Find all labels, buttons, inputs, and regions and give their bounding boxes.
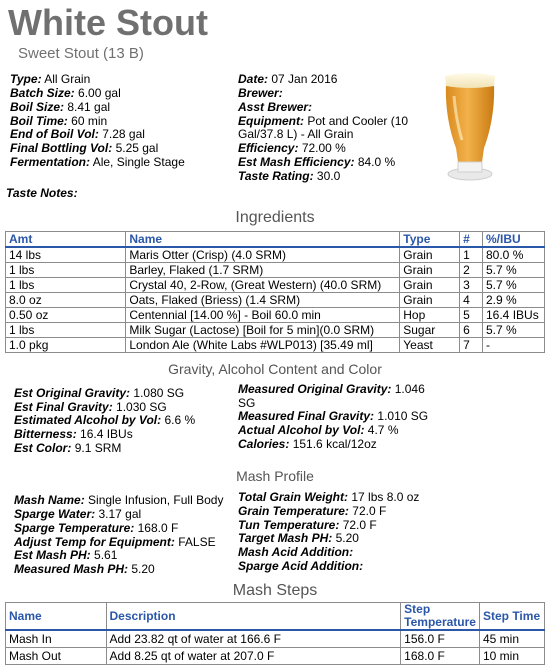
field-value: 17 lbs 8.0 oz [351, 490, 420, 504]
field-value: 1.010 SG [377, 409, 429, 423]
table-cell: 5.7 % [483, 323, 545, 338]
field-label: Estimated Alcohol by Vol: [14, 413, 162, 427]
est-abv-field [14, 413, 195, 427]
boil-size-field [10, 100, 110, 114]
table-row [6, 323, 545, 338]
final-bottling-field [10, 141, 158, 155]
col-name: Name [126, 232, 400, 248]
field-label: Sparge Acid Addition: [238, 559, 364, 573]
field-value: 9.1 SRM [74, 441, 122, 455]
table-cell: Add 8.25 qt of water at 207.0 F [106, 648, 401, 665]
measured-og-field [238, 382, 425, 396]
field-value: 6.6 % [164, 413, 196, 427]
table-row [6, 648, 545, 665]
field-label: Grain Temperature: [238, 504, 349, 518]
field-value: Ale, Single Stage [92, 155, 185, 169]
table-cell: 0.50 oz [6, 308, 126, 323]
col-step-time: Step Time [479, 603, 544, 631]
table-cell: 4 [460, 293, 483, 308]
table-cell: Yeast [400, 338, 460, 353]
table-cell: Mash Out [6, 648, 107, 665]
field-label: Est Original Gravity: [14, 386, 131, 400]
field-value: 5.61 [94, 548, 118, 562]
table-cell: 10 min [479, 648, 544, 665]
mash-acid-field [238, 545, 353, 559]
field-value: 1.030 SG [116, 400, 167, 414]
field-value: 1.046 [394, 382, 425, 396]
table-cell: London Ale (White Labs #WLP013) [35.49 ml] [126, 338, 400, 353]
asst-brewer-field [238, 100, 312, 114]
field-value: Pot and Cooler (10 [307, 114, 409, 128]
field-label: Adjust Temp for Equipment: [14, 535, 175, 549]
field-value: 84.0 % [357, 155, 396, 169]
table-cell: 6 [460, 323, 483, 338]
ingredients-header-row [6, 232, 545, 248]
table-cell: Barley, Flaked (1.7 SRM) [126, 263, 400, 278]
field-value: 72.0 F [342, 518, 377, 532]
sparge-temp-field [14, 521, 178, 535]
field-value: Gal/37.8 L) - All Grain [238, 127, 354, 141]
table-row [6, 293, 545, 308]
table-cell: 45 min [479, 630, 544, 648]
field-label: Taste Notes: [6, 186, 78, 200]
field-label: Est Mash PH: [14, 548, 91, 562]
col-step-temperature [401, 603, 480, 631]
ingredients-heading: Ingredients [235, 209, 315, 226]
mash-steps-heading: Mash Steps [232, 582, 318, 599]
target-mash-ph-field [238, 531, 359, 545]
field-label: Final Bottling Vol: [10, 141, 113, 155]
field-value: 60 min [71, 114, 108, 128]
table-row [6, 278, 545, 293]
table-cell: Oats, Flaked (Briess) (1.4 SRM) [126, 293, 400, 308]
field-value: 4.7 % [367, 423, 399, 437]
field-value: 5.20 [131, 562, 155, 576]
mash-efficiency-field [238, 155, 395, 169]
gravity-heading: Gravity, Alcohol Content and Color [168, 361, 382, 377]
field-label: Est Mash Efficiency: [238, 155, 355, 169]
field-label: Measured Original Gravity: [238, 382, 392, 396]
calories-field [238, 437, 377, 451]
table-row [6, 263, 545, 278]
field-label: Mash Name: [14, 493, 85, 507]
field-label: End of Boil Vol: [10, 127, 99, 141]
table-cell: 2.9 % [483, 293, 545, 308]
field-label: Actual Alcohol by Vol: [238, 423, 365, 437]
table-cell: Grain [400, 263, 460, 278]
field-value: 1.080 SG [133, 386, 185, 400]
mash-steps-header-row [6, 603, 545, 631]
field-label: Total Grain Weight: [238, 490, 348, 504]
field-label: Date: [238, 72, 269, 86]
col-number: # [460, 232, 483, 248]
table-cell: 1.0 pkg [6, 338, 126, 353]
field-value: FALSE [178, 535, 216, 549]
field-label: Est Color: [14, 441, 72, 455]
table-cell: Centennial [14.00 %] - Boil 60.0 min [126, 308, 400, 323]
ingredients-table [5, 231, 545, 353]
table-cell: 2 [460, 263, 483, 278]
field-label: Equipment: [238, 114, 304, 128]
est-mash-ph-field [14, 548, 117, 562]
date-field [238, 72, 337, 86]
table-cell: Maris Otter (Crisp) (4.0 SRM) [126, 247, 400, 263]
table-cell: Mash In [6, 630, 107, 648]
bitterness-field [14, 427, 133, 441]
type-field [10, 72, 90, 86]
table-row [6, 630, 545, 648]
col-amt: Amt [6, 232, 126, 248]
table-cell: Grain [400, 247, 460, 263]
field-value: SG [238, 396, 256, 410]
field-value: All Grain [44, 72, 91, 86]
header-text: Temperature [404, 615, 476, 629]
equipment-field [238, 114, 408, 128]
total-grain-field [238, 490, 419, 504]
field-value: 16.4 IBUs [80, 427, 133, 441]
field-value: 151.6 kcal/12oz [292, 437, 377, 451]
table-cell: 1 lbs [6, 278, 126, 293]
field-label: Bitterness: [14, 427, 77, 441]
table-cell: 5 [460, 308, 483, 323]
table-cell: 3 [460, 278, 483, 293]
batch-size-field [10, 86, 121, 100]
table-cell: 7 [460, 338, 483, 353]
est-color-field [14, 441, 121, 455]
table-cell: Crystal 40, 2-Row, (Great Western) (40.0 SRM) [126, 278, 400, 293]
sparge-water-field [14, 507, 141, 521]
table-cell: 16.4 IBUs [483, 308, 545, 323]
table-cell: Hop [400, 308, 460, 323]
table-cell: 1 lbs [6, 263, 126, 278]
brewer-field [238, 86, 283, 100]
col-step-name: Name [6, 603, 107, 631]
field-label: Sparge Water: [14, 507, 96, 521]
field-label: Target Mash PH: [238, 531, 333, 545]
sparge-acid-field [238, 559, 363, 573]
field-value: 168.0 F [137, 521, 179, 535]
field-value: 3.17 gal [98, 507, 142, 521]
est-og-field [14, 386, 184, 400]
beer-glass-icon [440, 70, 500, 185]
recipe-title: White Stout [8, 2, 208, 43]
table-cell: Milk Sugar (Lactose) [Boil for 5 min](0.0 SRM) [126, 323, 400, 338]
header-text: Step [404, 602, 431, 616]
recipe-style: Sweet Stout (13 B) [18, 45, 144, 62]
field-value: 7.28 gal [102, 127, 145, 141]
table-cell: Grain [400, 293, 460, 308]
field-label: Boil Size: [10, 100, 65, 114]
field-value: 72.0 F [352, 504, 387, 518]
field-value: 5.20 [335, 531, 359, 545]
field-label: Sparge Temperature: [14, 521, 135, 535]
actual-abv-field [238, 423, 398, 437]
field-label: Est Final Gravity: [14, 400, 113, 414]
table-cell: 156.0 F [401, 630, 480, 648]
efficiency-field [238, 141, 346, 155]
field-value: 72.00 % [301, 141, 346, 155]
table-cell: - [483, 338, 545, 353]
table-row [6, 308, 545, 323]
mash-name-field [14, 493, 223, 507]
mash-profile-heading: Mash Profile [236, 468, 314, 484]
table-cell: 80.0 % [483, 247, 545, 263]
col-description: Description [106, 603, 401, 631]
end-of-boil-field [10, 127, 145, 141]
table-cell: 8.0 oz [6, 293, 126, 308]
field-label: Fermentation: [10, 155, 91, 169]
field-label: Efficiency: [238, 141, 299, 155]
measured-og-field-cont [238, 396, 255, 410]
field-label: Taste Rating: [238, 169, 314, 183]
equipment-field-cont [238, 127, 353, 141]
field-label: Mash Acid Addition: [238, 545, 354, 559]
table-cell: Grain [400, 278, 460, 293]
fermentation-field [10, 155, 185, 169]
measured-mash-ph-field [14, 562, 155, 576]
table-cell: 5.7 % [483, 278, 545, 293]
table-row [6, 247, 545, 263]
field-label: Measured Final Gravity: [238, 409, 375, 423]
col-type: Type [400, 232, 460, 248]
field-value: 6.00 gal [78, 86, 121, 100]
field-value: 5.25 gal [115, 141, 159, 155]
field-value: 30.0 [316, 169, 341, 183]
field-label: Type: [10, 72, 42, 86]
table-cell: 1 [460, 247, 483, 263]
mash-steps-table [5, 602, 545, 665]
tun-temp-field [238, 518, 377, 532]
col-percent-ibu: %/IBU [483, 232, 545, 248]
field-label: Batch Size: [10, 86, 75, 100]
table-row [6, 338, 545, 353]
boil-time-field [10, 114, 107, 128]
field-label: Tun Temperature: [238, 518, 340, 532]
adjust-temp-field [14, 535, 216, 549]
field-label: Measured Mash PH: [14, 562, 129, 576]
table-cell: 1 lbs [6, 323, 126, 338]
est-fg-field [14, 400, 167, 414]
field-label: Boil Time: [10, 114, 68, 128]
table-cell: Sugar [400, 323, 460, 338]
table-cell: Add 23.82 qt of water at 166.6 F [106, 630, 401, 648]
measured-fg-field [238, 409, 428, 423]
field-value: 07 Jan 2016 [271, 72, 338, 86]
taste-rating-field [238, 169, 340, 183]
field-label: Brewer: [238, 86, 283, 100]
table-cell: 168.0 F [401, 648, 480, 665]
field-label: Calories: [238, 437, 290, 451]
taste-notes-field [6, 186, 78, 200]
field-label: Asst Brewer: [238, 100, 313, 114]
table-cell: 5.7 % [483, 263, 545, 278]
table-cell: 14 lbs [6, 247, 126, 263]
grain-temp-field [238, 504, 386, 518]
field-value: Single Infusion, Full Body [88, 493, 224, 507]
field-value: 8.41 gal [67, 100, 111, 114]
